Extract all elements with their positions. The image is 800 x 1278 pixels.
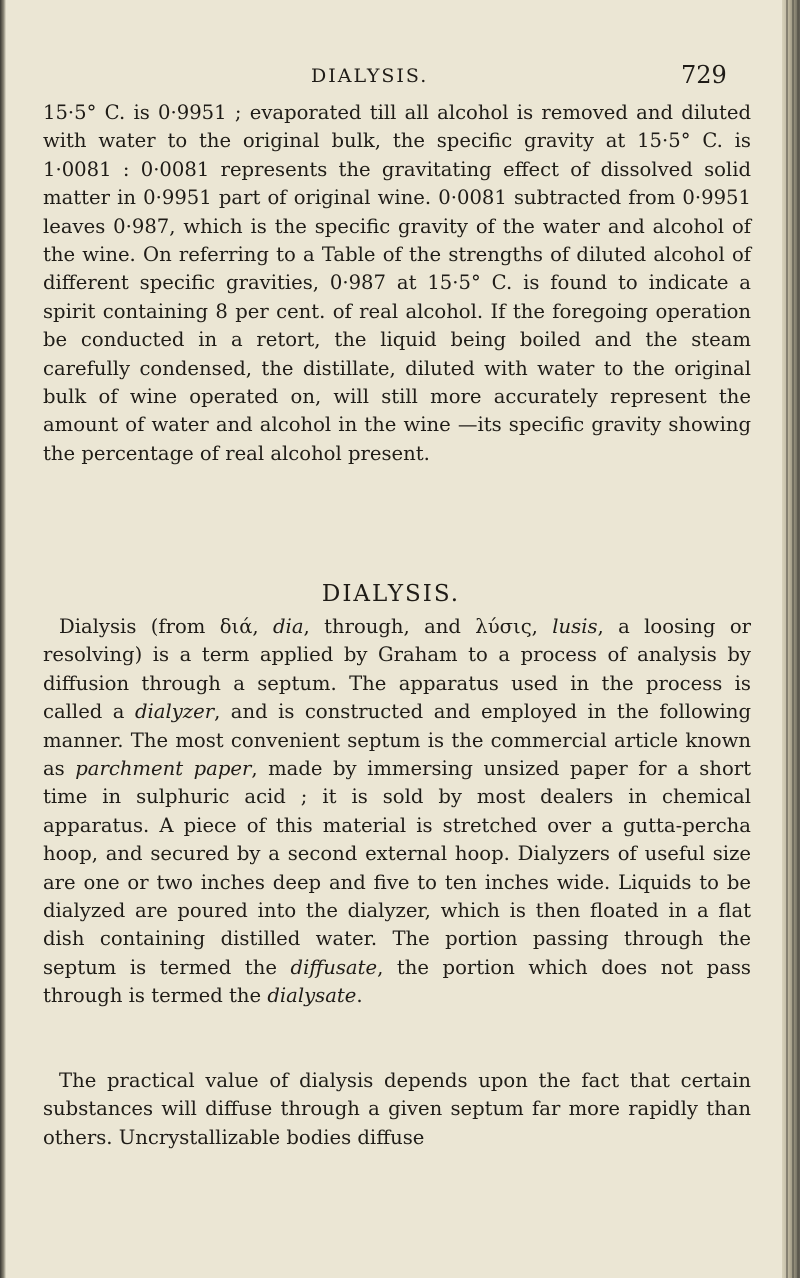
book-binding-edge [782,0,800,1278]
italic-term-dialyzer: dialyzer [134,700,215,724]
text-run: , through, and λύσις, [303,615,553,638]
binding-stripe [797,0,799,1278]
section-heading: DIALYSIS. [321,581,461,607]
page-number: 729 [681,61,727,89]
text-run: Dialysis (from διά, [59,615,274,638]
paragraph-specific-gravity: 15·5° C. is 0·9951 ; evaporated till all alcohol is removed and diluted with water to the original bulk, the specific gravity at 15·5° C. is 1·0081 : 0·0081 represents the gravitating effect of dissolved solid matter in 0·9951 part of original wine. 0·0081 subtracted from 0·9951 leaves 0·987, which is the specific gravity of the water and alcohol of the wine. On referring to a Table of the strengths of diluted alcohol of different specific gravities, 0·987 at 15·5° C. is found to indicate a spirit containing 8 per cent. of real alcohol. If the foregoing operation be conducted in a retort, the liquid being boiled and the steam carefully condensed, the distillate, diluted with water to the original bulk of wine operated on, will still more accurately represent the amount of water and alcohol in the wine —its specific gravity showing the percentage of real alcohol present. [43,101,751,465]
text-run: , a loosing or resolving) is a term applied by Graham to a process of analysis by diffusion through a septum. The apparatus used in the process is called a [43,615,751,724]
binding-stripe [786,0,788,1278]
page-header [0,63,782,103]
italic-term-parchment-paper: parchment paper [75,757,252,781]
italic-term-lusis: lusis [552,615,598,638]
text-run: , made by immersing unsized paper for a short time in sulphuric acid ; it is sold by most dealers in chemical apparatus. A piece of this material is stretched over a gutta-percha hoop, and secured by a second external hoop. Dialyzers of useful size are one or two inches deep and five to ten inches wide. Liquids to be dialyzed are poured into the dialyzer, which is then floated in a flat dish containing distilled water. The portion passing through the septum is termed the [43,757,752,979]
paragraph-practical-value: The practical value of dialysis depends upon the fact that certain substances will diffuse through a given septum far more rapidly than others. Uncrystallizable bodies diffuse [43,1069,751,1149]
binding-stripe [792,0,794,1278]
text-run: , and is constructed and employed in the following manner. The most convenient septum is the commercial article known as [43,700,751,781]
italic-term-dia: dia [273,615,304,638]
text-run: . [356,984,363,1008]
italic-term-diffusate: diffusate [290,955,378,979]
paragraph-dialysis-definition [43,613,751,1011]
page-left-edge [0,0,6,1278]
running-head: DIALYSIS. [311,65,429,87]
text-run: , the portion which does not pass through is termed the [43,955,751,1008]
italic-term-dialysate: dialysate [267,984,357,1008]
